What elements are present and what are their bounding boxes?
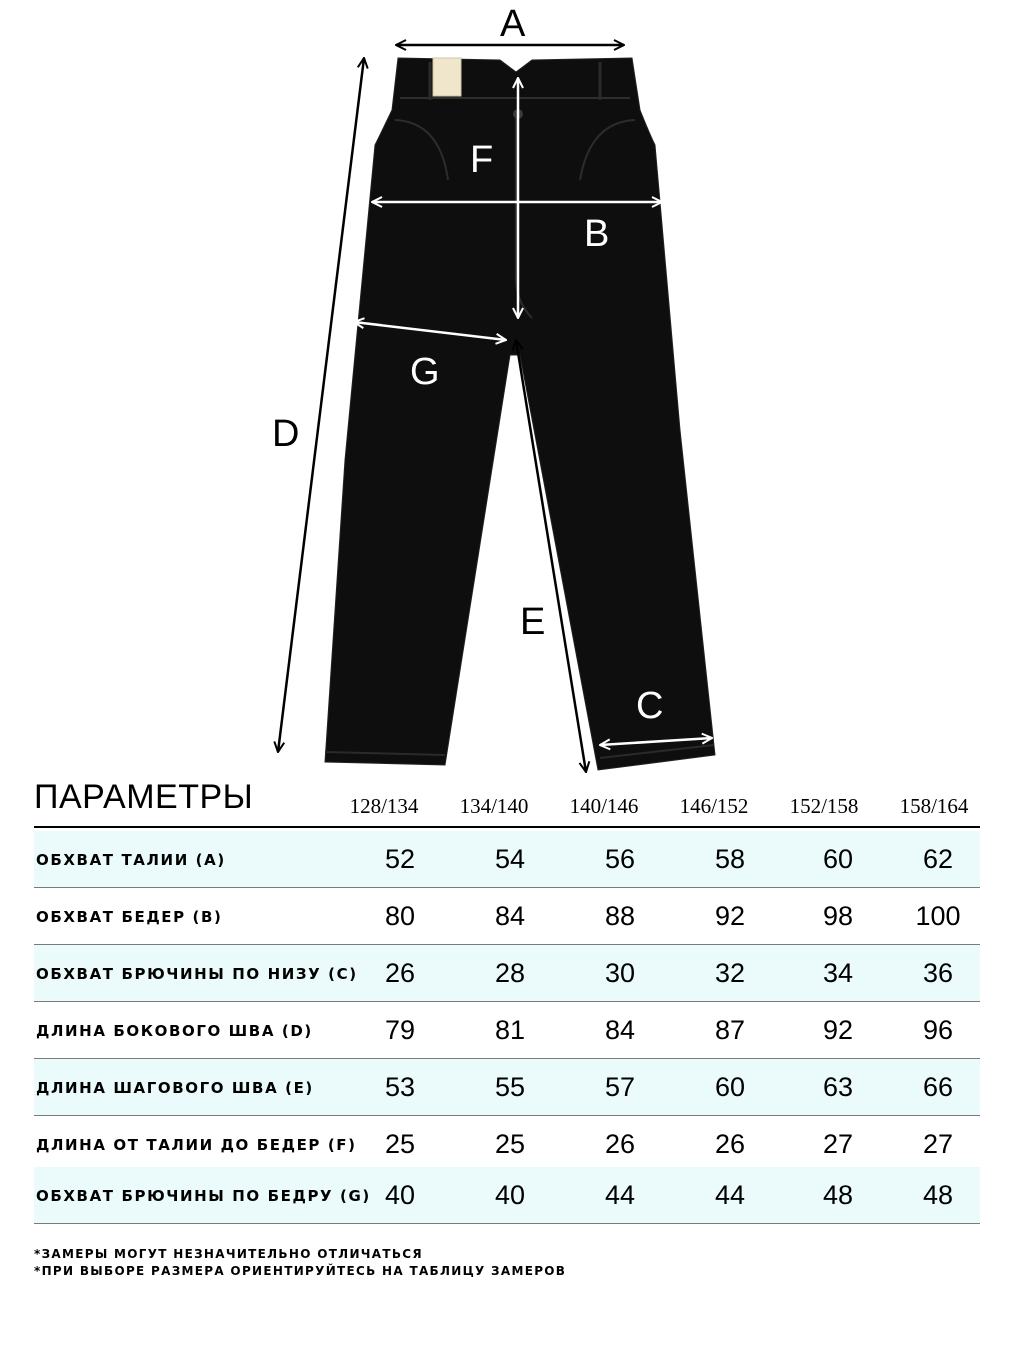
table-cell: 63 — [822, 1072, 854, 1102]
table-cell: 26 — [604, 1129, 636, 1159]
table-cell: 36 — [922, 958, 954, 988]
table-cell: 92 — [822, 1015, 854, 1045]
row-label: ДЛИНА ШАГОВОГО ШВА (Е) — [36, 1079, 314, 1097]
footnotes — [34, 1246, 566, 1280]
trousers-icon — [325, 58, 715, 770]
dimension-label-b: B — [584, 213, 610, 255]
size-header-5: 152/158 — [789, 794, 859, 818]
row-label: ДЛИНА ОТ ТАЛИИ ДО БЕДЕР (F) — [36, 1136, 357, 1154]
table-cell: 52 — [384, 844, 416, 874]
row-label: ОБХВАТ БРЮЧИНЫ ПО НИЗУ (С) — [36, 965, 358, 983]
table-cell: 27 — [822, 1129, 854, 1159]
size-header-6: 158/164 — [899, 794, 969, 818]
size-header-1: 128/134 — [349, 794, 419, 818]
size-header-2: 134/140 — [459, 794, 529, 818]
table-cell: 62 — [922, 844, 954, 874]
dimension-label-a: A — [500, 3, 526, 45]
dimension-label-f: F — [470, 139, 494, 181]
dimension-label-d: D — [272, 413, 300, 455]
table-cell: 54 — [494, 844, 526, 874]
footnote-measurements: *ЗАМЕРЫ МОГУТ НЕЗНАЧИТЕЛЬНО ОТЛИЧАТЬСЯ — [34, 1247, 423, 1261]
table-cell: 60 — [822, 844, 854, 874]
table-cell: 34 — [822, 958, 854, 988]
table-cell: 84 — [494, 901, 526, 931]
table-row-waist — [34, 831, 980, 888]
table-cell: 56 — [604, 844, 636, 874]
table-cell: 53 — [384, 1072, 416, 1102]
table-cell: 25 — [494, 1129, 526, 1159]
table-row-inseam — [34, 1059, 980, 1116]
table-cell: 87 — [714, 1015, 746, 1045]
table-cell: 57 — [604, 1072, 636, 1102]
table-row-hips — [34, 888, 980, 945]
table-cell: 88 — [604, 901, 636, 931]
table-cell: 27 — [922, 1129, 954, 1159]
table-cell: 40 — [494, 1180, 526, 1210]
table-cell: 48 — [822, 1180, 854, 1210]
table-cell: 60 — [714, 1072, 746, 1102]
table-row-waist-to-hips — [34, 1116, 980, 1173]
table-cell: 44 — [714, 1180, 746, 1210]
parameters-title: ПАРАМЕТРЫ — [34, 778, 254, 816]
dimension-label-g: G — [410, 351, 440, 393]
table-cell: 96 — [922, 1015, 954, 1045]
row-label: ДЛИНА БОКОВОГО ШВА (D) — [36, 1022, 313, 1040]
dimension-label-c: C — [636, 685, 664, 727]
table-cell: 98 — [822, 901, 854, 931]
table-row-thigh-width — [34, 1167, 980, 1224]
table-cell: 92 — [714, 901, 746, 931]
table-row-hem-width — [34, 945, 980, 1002]
table-cell: 81 — [494, 1015, 526, 1045]
row-label: ОБХВАТ БЕДЕР (В) — [36, 908, 223, 926]
row-label: ОБХВАТ ТАЛИИ (А) — [36, 851, 226, 869]
table-cell: 79 — [384, 1015, 416, 1045]
table-cell: 26 — [384, 958, 416, 988]
table-cell: 55 — [494, 1072, 526, 1102]
table-cell: 32 — [714, 958, 746, 988]
table-cell: 26 — [714, 1129, 746, 1159]
table-cell: 100 — [915, 901, 961, 931]
size-header-4: 146/152 — [679, 794, 749, 818]
table-cell: 25 — [384, 1129, 416, 1159]
table-cell: 28 — [494, 958, 526, 988]
table-cell: 48 — [922, 1180, 954, 1210]
table-cell: 84 — [604, 1015, 636, 1045]
table-cell: 58 — [714, 844, 746, 874]
table-cell: 66 — [922, 1072, 954, 1102]
size-header-3: 140/146 — [569, 794, 639, 818]
footnote-size-choice: *ПРИ ВЫБОРЕ РАЗМЕРА ОРИЕНТИРУЙТЕСЬ НА ТАБЛИЦУ ЗАМЕРОВ — [34, 1264, 567, 1278]
table-row-side-seam — [34, 1002, 980, 1059]
dimension-label-e: E — [520, 601, 546, 643]
table-top-divider — [34, 826, 980, 828]
table-cell: 30 — [604, 958, 636, 988]
table-cell: 80 — [384, 901, 416, 931]
table-cell: 44 — [604, 1180, 636, 1210]
table-cell: 40 — [384, 1180, 416, 1210]
row-label: ОБХВАТ БРЮЧИНЫ ПО БЕДРУ (G) — [36, 1187, 371, 1205]
